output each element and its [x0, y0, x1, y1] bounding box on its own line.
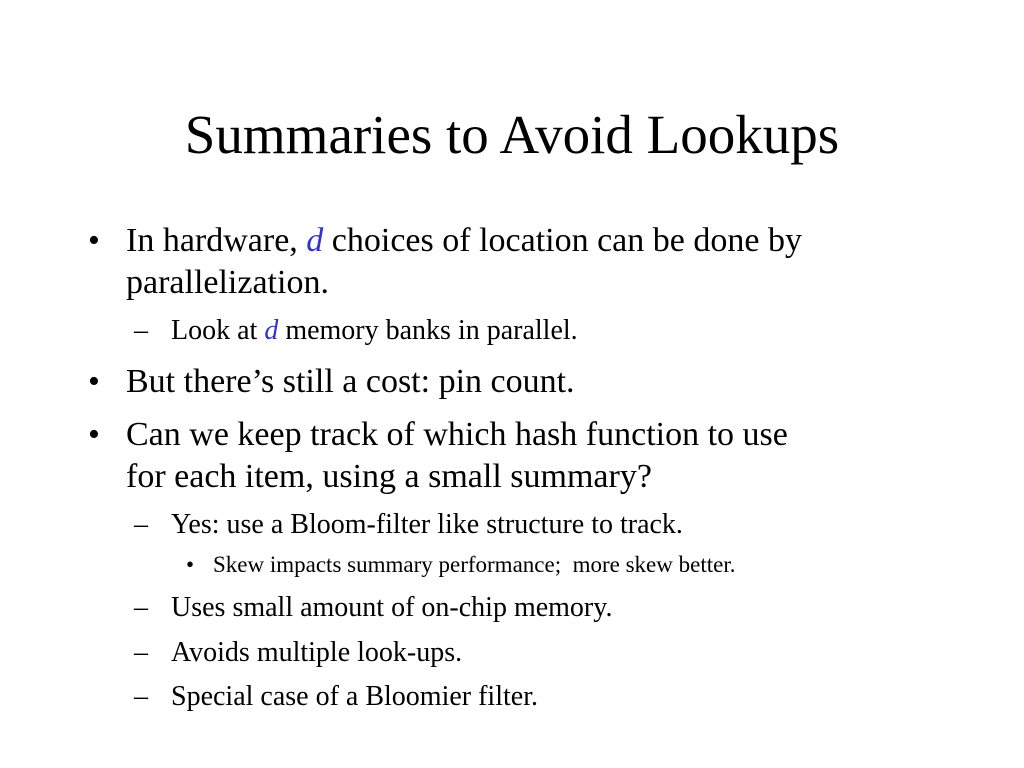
bullet-text-segment: choices of location can be done by [323, 222, 802, 259]
bullet-text-segment: for each item, using a small summary? [126, 458, 652, 495]
bullet-text-segment: parallelization. [126, 264, 329, 301]
bullet-text [126, 220, 938, 304]
dash-marker: – [134, 315, 148, 346]
bullet-text [126, 414, 938, 498]
bullet-item [88, 414, 938, 498]
sub-bullet-text [171, 314, 934, 348]
slide-title: Summaries to Avoid Lookups [184, 104, 840, 165]
variable-d: d [306, 222, 324, 259]
bullet-text-segment: memory banks in parallel. [278, 315, 578, 346]
bullet-text-segment: In hardware, [126, 222, 307, 259]
sub-bullet-item [134, 314, 934, 348]
bullet-text-segment: Can we keep track of which hash function to use [126, 416, 788, 453]
sub-bullet-text: Avoids multiple look-ups. [171, 637, 463, 668]
variable-d: d [264, 315, 279, 346]
dash-marker: – [134, 509, 148, 540]
sub-bullet-item [134, 591, 934, 625]
sub-bullet-text: Uses small amount of on-chip memory. [171, 592, 613, 623]
bullet-text: But there’s still a cost: pin count. [126, 363, 575, 400]
bullet-marker: • [186, 552, 195, 577]
dash-marker: – [134, 681, 148, 712]
sub-bullet-item [134, 636, 934, 670]
bullet-marker: • [88, 222, 100, 259]
bullet-item [88, 361, 938, 403]
bullet-marker: • [88, 363, 100, 400]
bullet-marker: • [88, 416, 100, 453]
sub-sub-bullet-item [186, 551, 946, 579]
bullet-text-segment: Look at [171, 315, 265, 346]
sub-bullet-text: Yes: use a Bloom-filter like structure to track. [171, 509, 683, 540]
dash-marker: – [134, 637, 148, 668]
sub-sub-bullet-text: Skew impacts summary performance; more skew better. [213, 552, 736, 577]
sub-bullet-item [134, 680, 934, 714]
sub-bullet-text: Special case of a Bloomier filter. [171, 681, 538, 712]
dash-marker: – [134, 592, 148, 623]
sub-bullet-item [134, 508, 934, 542]
bullet-item [88, 220, 938, 304]
